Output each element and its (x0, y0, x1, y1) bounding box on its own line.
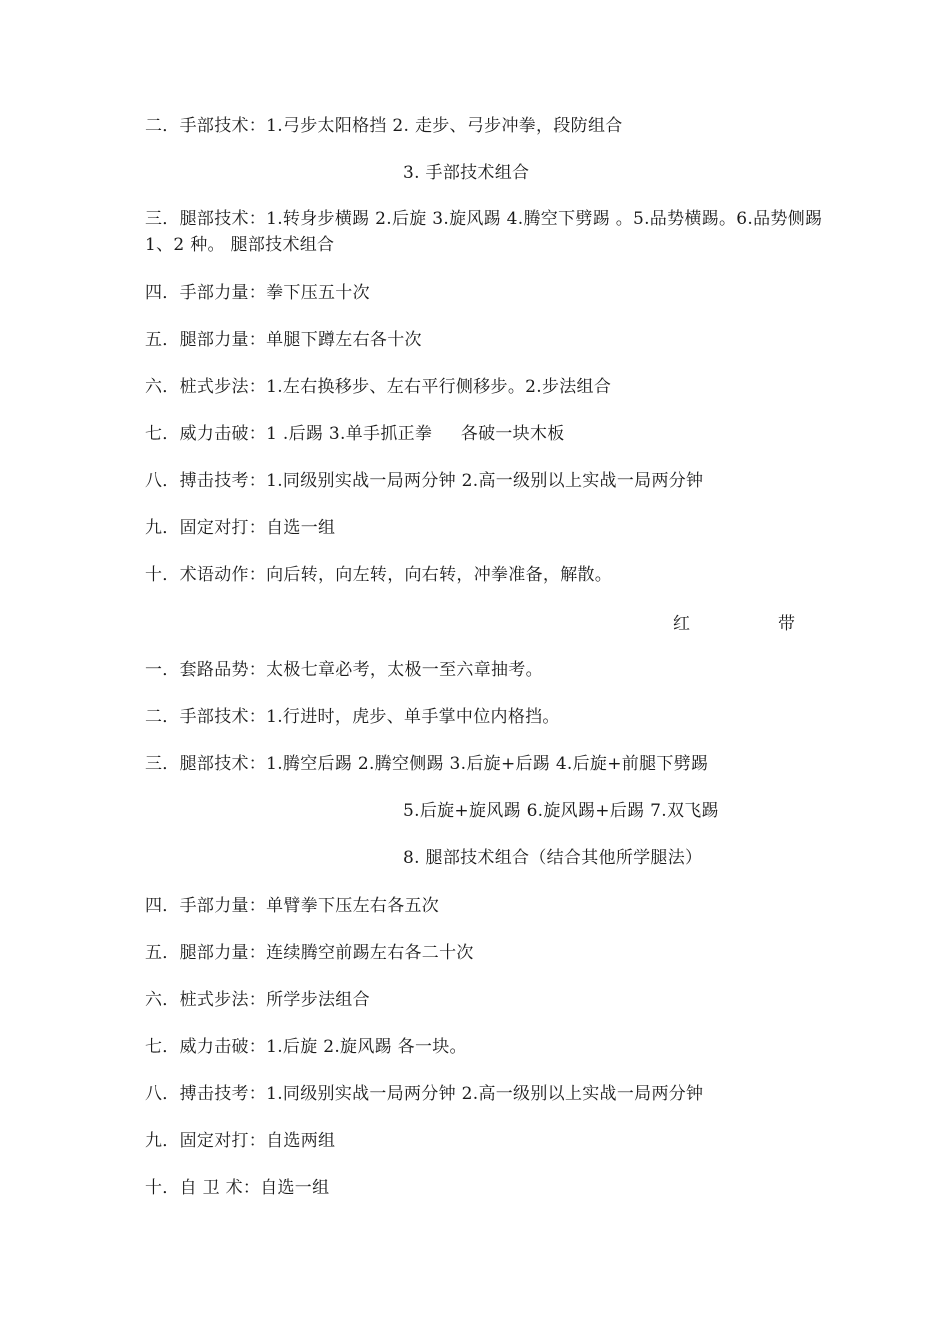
requirement-breaking: 七．威力击破：1 .后踢 3.单手抓正拳 各破一块木板 (145, 424, 565, 444)
requirement-leg-strength: 五．腿部力量：连续腾空前踢左右各二十次 (145, 943, 474, 963)
requirement-sparring: 八．搏击技考：1.同级别实战一局两分钟 2.高一级别以上实战一局两分钟 (145, 1084, 704, 1104)
requirement-hand-technique: 二．手部技术：1.弓步太阳格挡 2. 走步、弓步冲拳，段防组合 (145, 116, 623, 136)
requirement-breaking: 七．威力击破：1.后旋 2.旋风踢 各一块。 (145, 1037, 467, 1057)
requirement-footwork: 六．桩式步法：1.左右换移步、左右平行侧移步。2.步法组合 (145, 377, 612, 397)
requirement-fixed-sparring: 九．固定对打：自选两组 (145, 1131, 336, 1151)
requirement-leg-technique: 三．腿部技术：1.腾空后踢 2.腾空侧踢 3.后旋+后踢 4.后旋+前腿下劈踢 (145, 754, 709, 774)
requirement-sparring: 八．搏击技考：1.同级别实战一局两分钟 2.高一级别以上实战一局两分钟 (145, 471, 704, 491)
requirement-self-defense: 十．自 卫 术：自选一组 (145, 1178, 330, 1198)
requirement-hand-technique-combo: 3. 手部技术组合 (403, 163, 530, 183)
requirement-hand-strength: 四．手部力量：单臂拳下压左右各五次 (145, 896, 440, 916)
requirement-leg-technique-cont-2: 8. 腿部技术组合（结合其他所学腿法） (403, 848, 703, 868)
belt-heading-char-2: 带 (778, 614, 795, 634)
requirement-leg-technique-cont-1: 5.后旋+旋风踢 6.旋风踢+后踢 7.双飞踢 (403, 801, 719, 821)
requirement-footwork: 六．桩式步法：所学步法组合 (145, 990, 370, 1010)
requirement-leg-technique: 三．腿部技术：1.转身步横踢 2.后旋 3.旋风踢 4.腾空下劈踢 。5.品势横踢。6.品势侧踢 1、2 种。 腿部技术组合 (145, 209, 823, 255)
requirement-terminology: 十．术语动作：向后转，向左转，向右转，冲拳准备，解散。 (145, 565, 613, 585)
requirement-fixed-sparring: 九．固定对打：自选一组 (145, 518, 336, 538)
requirement-hand-technique: 二．手部技术：1.行进时，虎步、单手掌中位内格挡。 (145, 707, 560, 727)
requirement-leg-strength: 五．腿部力量：单腿下蹲左右各十次 (145, 330, 422, 350)
requirement-poomsae: 一．套路品势：太极七章必考，太极一至六章抽考。 (145, 660, 543, 680)
requirement-hand-strength: 四．手部力量：拳下压五十次 (145, 283, 370, 303)
belt-heading-char-1: 红 (673, 614, 690, 634)
